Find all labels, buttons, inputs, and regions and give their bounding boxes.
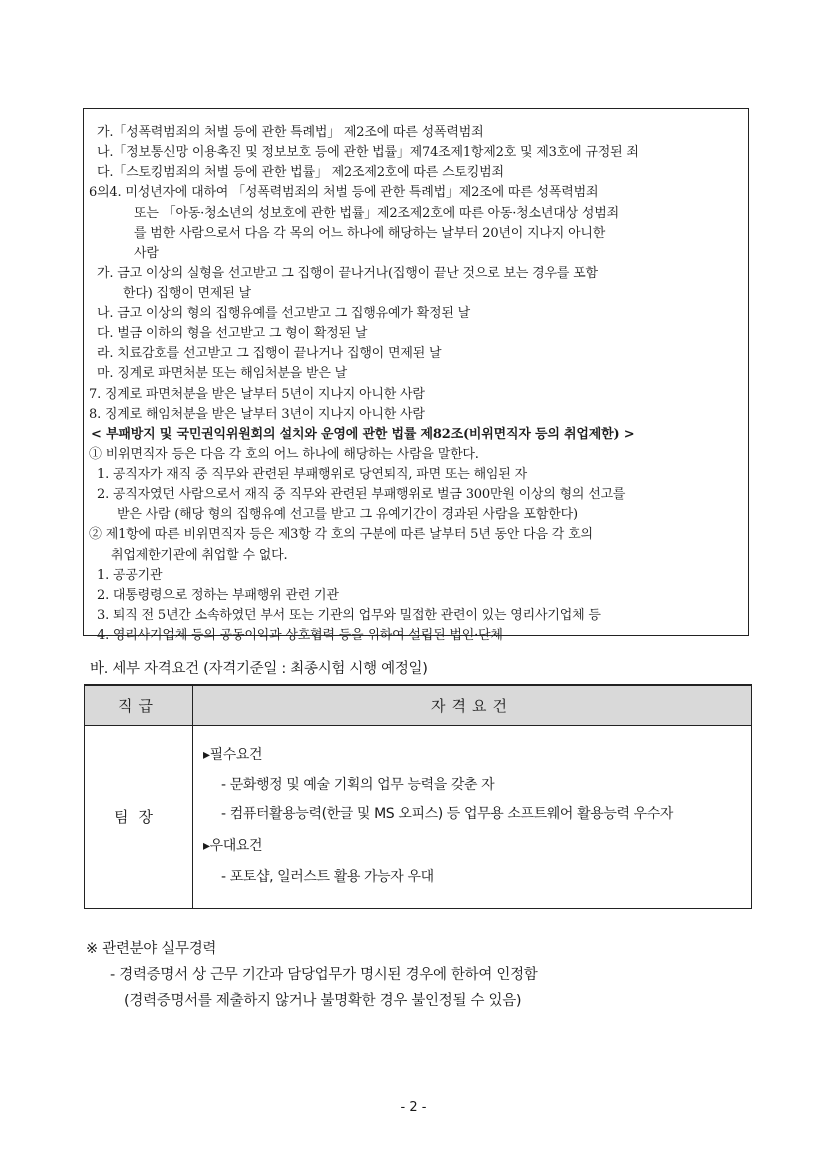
note-title: ※ 관련분야 실무경력 [86, 941, 217, 957]
required-item: - 문화행정 및 예술 기획의 업무 능력을 갖춘 자 [221, 776, 495, 793]
legal-line: 사람 [134, 245, 159, 261]
rank-cell: 팀장 [85, 725, 193, 908]
qualification-table [84, 684, 752, 909]
legal-line: 1. 공직자가 재직 중 직무와 관련된 부패행위로 당연퇴직, 파면 또는 해임된 자 [97, 467, 527, 482]
legal-line: 또는 「아동·청소년의 성보호에 관한 법률」제2조제2호에 따른 아동·청소년대상 성범죄 [134, 205, 619, 221]
legal-line: 를 범한 사람으로서 다음 각 목의 어느 하나에 해당하는 날부터 20년이 지나지 아니한 [134, 225, 606, 241]
legal-line: 2. 공직자였던 사람으로서 재직 중 직무와 관련된 부패행위로 벌금 300만원 이상의 형의 선고를 [97, 487, 626, 503]
legal-line: 한다) 집행이 면제된 날 [123, 286, 251, 301]
required-title: ▸필수요건 [203, 746, 263, 763]
legal-line: 마. 징계로 파면처분 또는 해임처분을 받은 날 [97, 366, 347, 382]
legal-line: 1. 공공기관 [97, 567, 163, 583]
section-title: 바. 세부 자격요건 (자격기준일 : 최종시험 시행 예정일) [90, 661, 428, 677]
legal-line: 가. 금고 이상의 실형을 선고받고 그 집행이 끝나거나(집행이 끝난 것으로 보는 경우를 포함 [97, 265, 598, 281]
legal-line: 라. 치료감호를 선고받고 그 집행이 끝나거나 집행이 면제된 날 [97, 346, 442, 362]
table-header-row [85, 685, 752, 725]
table-row [85, 725, 752, 908]
preferred-item: - 포토샵, 일러스트 활용 가능자 우대 [221, 868, 434, 885]
legal-line: 7. 징계로 파면처분을 받은 날부터 5년이 지나지 아니한 사람 [89, 386, 425, 402]
legal-line: 다. 벌금 이하의 형을 선고받고 그 형이 확정된 날 [97, 326, 368, 342]
note-line: (경력증명서를 제출하지 않거나 불명확한 경우 불인정될 수 있음) [124, 993, 522, 1009]
page-number: - 2 - [400, 1100, 427, 1115]
legal-line: 다.「스토킹범죄의 처벌 등에 관한 법률」 제2조제2호에 따른 스토킹범죄 [97, 165, 504, 181]
legal-line: 3. 퇴직 전 5년간 소속하였던 부서 또는 기관의 업무와 밀접한 관련이 있는 영리사기업체 등 [97, 607, 601, 623]
legal-heading: < 부패방지 및 국민권익위원회의 설치와 운영에 관한 법률 제82조(비위면직자 등의 취업제한) > [91, 426, 635, 442]
legal-line: 나. 금고 이상의 형의 집행유예를 선고받고 그 집행유예가 확정된 날 [97, 306, 470, 322]
preferred-title: ▸우대요건 [203, 837, 263, 854]
requirements-cell [193, 725, 752, 908]
legal-line: 가.「성폭력범죄의 처벌 등에 관한 특례법」 제2조에 따른 성폭력범죄 [97, 125, 484, 140]
note-line: - 경력증명서 상 근무 기간과 담당업무가 명시된 경우에 한하여 인정함 [110, 967, 538, 983]
legal-line: 8. 징계로 해임처분을 받은 날부터 3년이 지나지 아니한 사람 [89, 406, 425, 422]
legal-line: 6의4. 미성년자에 대하여 「성폭력범죄의 처벌 등에 관한 특례법」제2조에 따른 성폭력범죄 [89, 185, 599, 201]
header-rank: 직급 [85, 685, 193, 725]
required-item: - 컴퓨터활용능력(한글 및 MS 오피스) 등 업무용 소프트웨어 활용능력 우수자 [221, 805, 673, 822]
legal-line: 2. 대통령령으로 정하는 부패행위 관련 기관 [97, 587, 339, 603]
legal-line: 받은 사람 (해당 형의 집행유예 선고를 받고 그 유예기간이 경과된 사람을 포함한다) [117, 507, 578, 523]
legal-line: 취업제한기관에 취업할 수 없다. [111, 547, 288, 563]
legal-line: ② 제1항에 따른 비위면직자 등은 제3항 각 호의 구분에 따른 날부터 5년 동안 다음 각 호의 [89, 527, 593, 543]
legal-line: ① 비위면직자 등은 다음 각 호의 어느 하나에 해당하는 사람을 말한다. [89, 446, 479, 462]
legal-line: 나.「정보통신망 이용촉진 및 정보보호 등에 관한 법률」제74조제1항제2호 및 제3호에 규정된 죄 [97, 145, 639, 161]
header-requirements: 자격요건 [193, 685, 752, 725]
legal-line: 4. 영리사기업체 등의 공동이익과 상호협력 등을 위하여 설립된 법인·단체 [97, 628, 503, 643]
